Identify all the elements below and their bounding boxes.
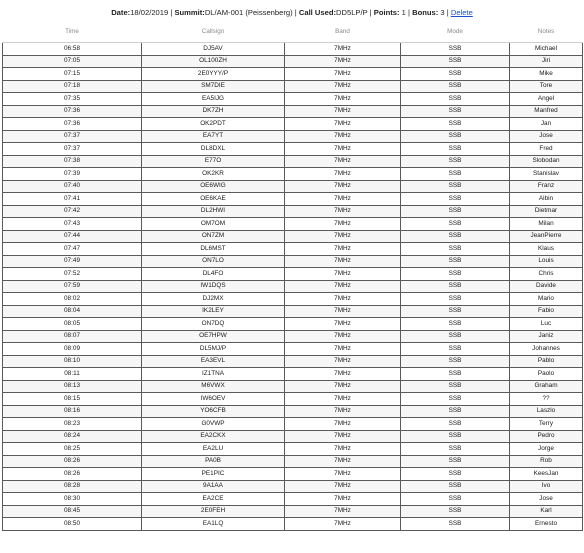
time-cell: 08:24 <box>3 430 142 443</box>
notes-cell: Graham <box>510 380 583 393</box>
callsign-cell: DL5MJ/P <box>142 343 285 356</box>
time-cell: 07:15 <box>3 68 142 81</box>
band-cell: 7MHz <box>285 305 401 318</box>
notes-cell: Luc <box>510 318 583 331</box>
notes-cell: Jose <box>510 130 583 143</box>
notes-cell: Klaus <box>510 243 583 256</box>
time-cell: 08:23 <box>3 418 142 431</box>
notes-cell: Michael <box>510 43 583 56</box>
band-cell: 7MHz <box>285 455 401 468</box>
time-cell: 08:28 <box>3 480 142 493</box>
table-header-row <box>3 21 583 43</box>
mode-cell: SSB <box>401 330 510 343</box>
mode-cell: SSB <box>401 443 510 456</box>
time-cell: 07:37 <box>3 143 142 156</box>
table-row <box>3 493 583 506</box>
table-row <box>3 43 583 56</box>
notes-cell: Fred <box>510 143 583 156</box>
band-cell: 7MHz <box>285 293 401 306</box>
notes-cell: Paolo <box>510 368 583 381</box>
separator: | <box>369 8 372 17</box>
band-cell: 7MHz <box>285 255 401 268</box>
notes-cell: KeesJan <box>510 468 583 481</box>
notes-cell: Pedro <box>510 430 583 443</box>
callsign-cell: EA5IJG <box>142 93 285 106</box>
callsign-cell: DL8DXL <box>142 143 285 156</box>
mode-cell: SSB <box>401 143 510 156</box>
band-cell: 7MHz <box>285 55 401 68</box>
time-cell: 08:26 <box>3 468 142 481</box>
table-row <box>3 93 583 106</box>
time-cell: 07:37 <box>3 130 142 143</box>
mode-cell: SSB <box>401 230 510 243</box>
mode-cell: SSB <box>401 68 510 81</box>
summit-value: DL/AM-001 (Peissenberg) <box>204 8 293 17</box>
column-header-mode: Mode <box>401 21 510 43</box>
band-cell: 7MHz <box>285 180 401 193</box>
band-cell: 7MHz <box>285 468 401 481</box>
band-cell: 7MHz <box>285 193 401 206</box>
notes-cell: Albin <box>510 193 583 206</box>
mode-cell: SSB <box>401 280 510 293</box>
notes-cell: Ivo <box>510 480 583 493</box>
band-cell: 7MHz <box>285 368 401 381</box>
table-row <box>3 380 583 393</box>
band-cell: 7MHz <box>285 143 401 156</box>
band-cell: 7MHz <box>285 118 401 131</box>
mode-cell: SSB <box>401 55 510 68</box>
callsign-cell: EA7YT <box>142 130 285 143</box>
table-row <box>3 180 583 193</box>
time-cell: 07:52 <box>3 268 142 281</box>
time-cell: 08:02 <box>3 293 142 306</box>
time-cell: 07:38 <box>3 155 142 168</box>
table-row <box>3 280 583 293</box>
time-cell: 08:16 <box>3 405 142 418</box>
callsign-cell: OL100ZH <box>142 55 285 68</box>
separator: | <box>294 8 297 17</box>
band-cell: 7MHz <box>285 443 401 456</box>
callsign-cell: IK2LEY <box>142 305 285 318</box>
mode-cell: SSB <box>401 305 510 318</box>
mode-cell: SSB <box>401 368 510 381</box>
notes-cell: Laszlo <box>510 405 583 418</box>
callsign-cell: 2E0YYY/P <box>142 68 285 81</box>
table-row <box>3 405 583 418</box>
band-cell: 7MHz <box>285 105 401 118</box>
mode-cell: SSB <box>401 43 510 56</box>
callsign-cell: PA0B <box>142 455 285 468</box>
time-cell: 08:15 <box>3 393 142 406</box>
notes-cell: Franz <box>510 180 583 193</box>
mode-cell: SSB <box>401 255 510 268</box>
mode-cell: SSB <box>401 380 510 393</box>
table-row <box>3 355 583 368</box>
mode-cell: SSB <box>401 205 510 218</box>
band-cell: 7MHz <box>285 418 401 431</box>
mode-cell: SSB <box>401 405 510 418</box>
band-cell: 7MHz <box>285 155 401 168</box>
notes-cell: JeanPierre <box>510 230 583 243</box>
time-cell: 08:05 <box>3 318 142 331</box>
table-row <box>3 455 583 468</box>
callsign-cell: DJ5AV <box>142 43 285 56</box>
table-row <box>3 305 583 318</box>
callsign-cell: DJ2MX <box>142 293 285 306</box>
notes-cell: Fabio <box>510 305 583 318</box>
notes-cell: Tore <box>510 80 583 93</box>
band-cell: 7MHz <box>285 68 401 81</box>
mode-cell: SSB <box>401 493 510 506</box>
callsign-cell: ON7DQ <box>142 318 285 331</box>
band-cell: 7MHz <box>285 430 401 443</box>
callsign-cell: DL6MST <box>142 243 285 256</box>
bonus-value: 3 <box>440 8 445 17</box>
separator: | <box>446 8 449 17</box>
table-row <box>3 368 583 381</box>
separator: | <box>407 8 410 17</box>
notes-cell: Jiri <box>510 55 583 68</box>
notes-cell: Stanislav <box>510 168 583 181</box>
band-cell: 7MHz <box>285 80 401 93</box>
callsign-cell: IW1DQS <box>142 280 285 293</box>
band-cell: 7MHz <box>285 130 401 143</box>
band-cell: 7MHz <box>285 355 401 368</box>
mode-cell: SSB <box>401 130 510 143</box>
band-cell: 7MHz <box>285 93 401 106</box>
notes-cell: Mario <box>510 293 583 306</box>
mode-cell: SSB <box>401 243 510 256</box>
callsign-cell: EA2CKX <box>142 430 285 443</box>
time-cell: 06:58 <box>3 43 142 56</box>
table-row <box>3 343 583 356</box>
callsign-cell: OM7OM <box>142 218 285 231</box>
callsign-cell: G0VWP <box>142 418 285 431</box>
time-cell: 07:36 <box>3 105 142 118</box>
band-cell: 7MHz <box>285 343 401 356</box>
time-cell: 07:44 <box>3 230 142 243</box>
table-row <box>3 393 583 406</box>
notes-cell: Karl <box>510 505 583 518</box>
callsign-cell: OE7HPW <box>142 330 285 343</box>
table-row <box>3 330 583 343</box>
callsign-cell: OK2KR <box>142 168 285 181</box>
notes-cell: Terry <box>510 418 583 431</box>
callsign-cell: DL4FO <box>142 268 285 281</box>
time-cell: 08:45 <box>3 505 142 518</box>
band-cell: 7MHz <box>285 405 401 418</box>
mode-cell: SSB <box>401 518 510 531</box>
callsign-cell: EA2CE <box>142 493 285 506</box>
column-header-band: Band <box>285 21 401 43</box>
callsign-cell: OE6WIG <box>142 180 285 193</box>
date-label: Date: <box>111 8 131 17</box>
table-row <box>3 80 583 93</box>
column-header-notes: Notes <box>510 21 583 43</box>
log-header <box>0 6 584 20</box>
table-row <box>3 218 583 231</box>
time-cell: 08:50 <box>3 518 142 531</box>
time-cell: 08:26 <box>3 455 142 468</box>
mode-cell: SSB <box>401 343 510 356</box>
band-cell: 7MHz <box>285 205 401 218</box>
callsign-cell: PE1PIC <box>142 468 285 481</box>
table-row <box>3 68 583 81</box>
notes-cell: Manfred <box>510 105 583 118</box>
table-row <box>3 105 583 118</box>
time-cell: 07:36 <box>3 118 142 131</box>
mode-cell: SSB <box>401 355 510 368</box>
callsign-cell: EA1LQ <box>142 518 285 531</box>
table-row <box>3 505 583 518</box>
table-row <box>3 205 583 218</box>
separator: | <box>170 8 173 17</box>
notes-cell: Ernesto <box>510 518 583 531</box>
time-cell: 07:43 <box>3 218 142 231</box>
notes-cell: Jose <box>510 493 583 506</box>
notes-cell: Slobodan <box>510 155 583 168</box>
callsign-cell: IW6OEV <box>142 393 285 406</box>
time-cell: 07:47 <box>3 243 142 256</box>
time-cell: 07:40 <box>3 180 142 193</box>
mode-cell: SSB <box>401 393 510 406</box>
callsign-cell: DL2HWI <box>142 205 285 218</box>
mode-cell: SSB <box>401 80 510 93</box>
time-cell: 08:10 <box>3 355 142 368</box>
table-row <box>3 193 583 206</box>
time-cell: 08:11 <box>3 368 142 381</box>
time-cell: 08:09 <box>3 343 142 356</box>
band-cell: 7MHz <box>285 43 401 56</box>
callsign-cell: EA2LU <box>142 443 285 456</box>
mode-cell: SSB <box>401 468 510 481</box>
band-cell: 7MHz <box>285 243 401 256</box>
time-cell: 07:59 <box>3 280 142 293</box>
callsign-cell: OE6KAE <box>142 193 285 206</box>
time-cell: 07:35 <box>3 93 142 106</box>
mode-cell: SSB <box>401 218 510 231</box>
table-row <box>3 168 583 181</box>
band-cell: 7MHz <box>285 218 401 231</box>
mode-cell: SSB <box>401 318 510 331</box>
callsign-cell: SM7DIE <box>142 80 285 93</box>
callsign-cell: IZ1TNA <box>142 368 285 381</box>
table-row <box>3 443 583 456</box>
callsign-cell: M6VWX <box>142 380 285 393</box>
notes-cell: ?? <box>510 393 583 406</box>
table-row <box>3 155 583 168</box>
callsign-cell: ON7LO <box>142 255 285 268</box>
table-row <box>3 418 583 431</box>
mode-cell: SSB <box>401 105 510 118</box>
callsign-cell: YO6CFB <box>142 405 285 418</box>
band-cell: 7MHz <box>285 480 401 493</box>
table-row <box>3 468 583 481</box>
table-row <box>3 143 583 156</box>
points-label: Points: <box>373 8 400 17</box>
notes-cell: Chris <box>510 268 583 281</box>
summit-label: Summit: <box>174 8 205 17</box>
mode-cell: SSB <box>401 93 510 106</box>
mode-cell: SSB <box>401 268 510 281</box>
mode-cell: SSB <box>401 430 510 443</box>
callsign-cell: DK7ZH <box>142 105 285 118</box>
qso-log-table-container <box>2 21 582 531</box>
table-row <box>3 268 583 281</box>
delete-link[interactable]: Delete <box>450 8 473 17</box>
callsign-cell: 9A1AA <box>142 480 285 493</box>
band-cell: 7MHz <box>285 330 401 343</box>
callsign-cell: 2E0FEH <box>142 505 285 518</box>
callsign-cell: E77O <box>142 155 285 168</box>
table-row <box>3 118 583 131</box>
notes-cell: Davide <box>510 280 583 293</box>
band-cell: 7MHz <box>285 268 401 281</box>
notes-cell: Angel <box>510 93 583 106</box>
table-row <box>3 480 583 493</box>
mode-cell: SSB <box>401 418 510 431</box>
mode-cell: SSB <box>401 455 510 468</box>
table-row <box>3 293 583 306</box>
time-cell: 07:49 <box>3 255 142 268</box>
column-header-time: Time <box>3 21 142 43</box>
mode-cell: SSB <box>401 480 510 493</box>
call-used-value: DD5LP/P <box>336 8 368 17</box>
band-cell: 7MHz <box>285 393 401 406</box>
notes-cell: Johannes <box>510 343 583 356</box>
time-cell: 08:13 <box>3 380 142 393</box>
table-row <box>3 430 583 443</box>
time-cell: 07:39 <box>3 168 142 181</box>
points-value: 1 <box>401 8 406 17</box>
notes-cell: Dietmar <box>510 205 583 218</box>
notes-cell: Louis <box>510 255 583 268</box>
time-cell: 08:30 <box>3 493 142 506</box>
table-row <box>3 255 583 268</box>
mode-cell: SSB <box>401 168 510 181</box>
band-cell: 7MHz <box>285 168 401 181</box>
band-cell: 7MHz <box>285 280 401 293</box>
band-cell: 7MHz <box>285 493 401 506</box>
band-cell: 7MHz <box>285 230 401 243</box>
column-header-callsign: Callsign <box>142 21 285 43</box>
notes-cell: Janiz <box>510 330 583 343</box>
mode-cell: SSB <box>401 293 510 306</box>
notes-cell: Milan <box>510 218 583 231</box>
table-body <box>3 43 583 531</box>
band-cell: 7MHz <box>285 318 401 331</box>
table-row <box>3 243 583 256</box>
callsign-cell: OK2PDT <box>142 118 285 131</box>
mode-cell: SSB <box>401 193 510 206</box>
table-row <box>3 518 583 531</box>
table-row <box>3 55 583 68</box>
table-row <box>3 230 583 243</box>
time-cell: 07:41 <box>3 193 142 206</box>
qso-log-table <box>2 21 583 531</box>
mode-cell: SSB <box>401 505 510 518</box>
notes-cell: Rob <box>510 455 583 468</box>
time-cell: 07:18 <box>3 80 142 93</box>
bonus-label: Bonus: <box>412 8 439 17</box>
time-cell: 08:07 <box>3 330 142 343</box>
notes-cell: Pablo <box>510 355 583 368</box>
table-row <box>3 130 583 143</box>
callsign-cell: ON7ZM <box>142 230 285 243</box>
date-value: 18/02/2019 <box>130 8 169 17</box>
call-used-label: Call Used: <box>298 8 336 17</box>
table-row <box>3 318 583 331</box>
mode-cell: SSB <box>401 155 510 168</box>
band-cell: 7MHz <box>285 505 401 518</box>
time-cell: 08:25 <box>3 443 142 456</box>
time-cell: 07:05 <box>3 55 142 68</box>
notes-cell: Jan <box>510 118 583 131</box>
mode-cell: SSB <box>401 180 510 193</box>
time-cell: 08:04 <box>3 305 142 318</box>
notes-cell: Jorge <box>510 443 583 456</box>
time-cell: 07:42 <box>3 205 142 218</box>
callsign-cell: EA3EVL <box>142 355 285 368</box>
mode-cell: SSB <box>401 118 510 131</box>
band-cell: 7MHz <box>285 518 401 531</box>
band-cell: 7MHz <box>285 380 401 393</box>
notes-cell: Mike <box>510 68 583 81</box>
